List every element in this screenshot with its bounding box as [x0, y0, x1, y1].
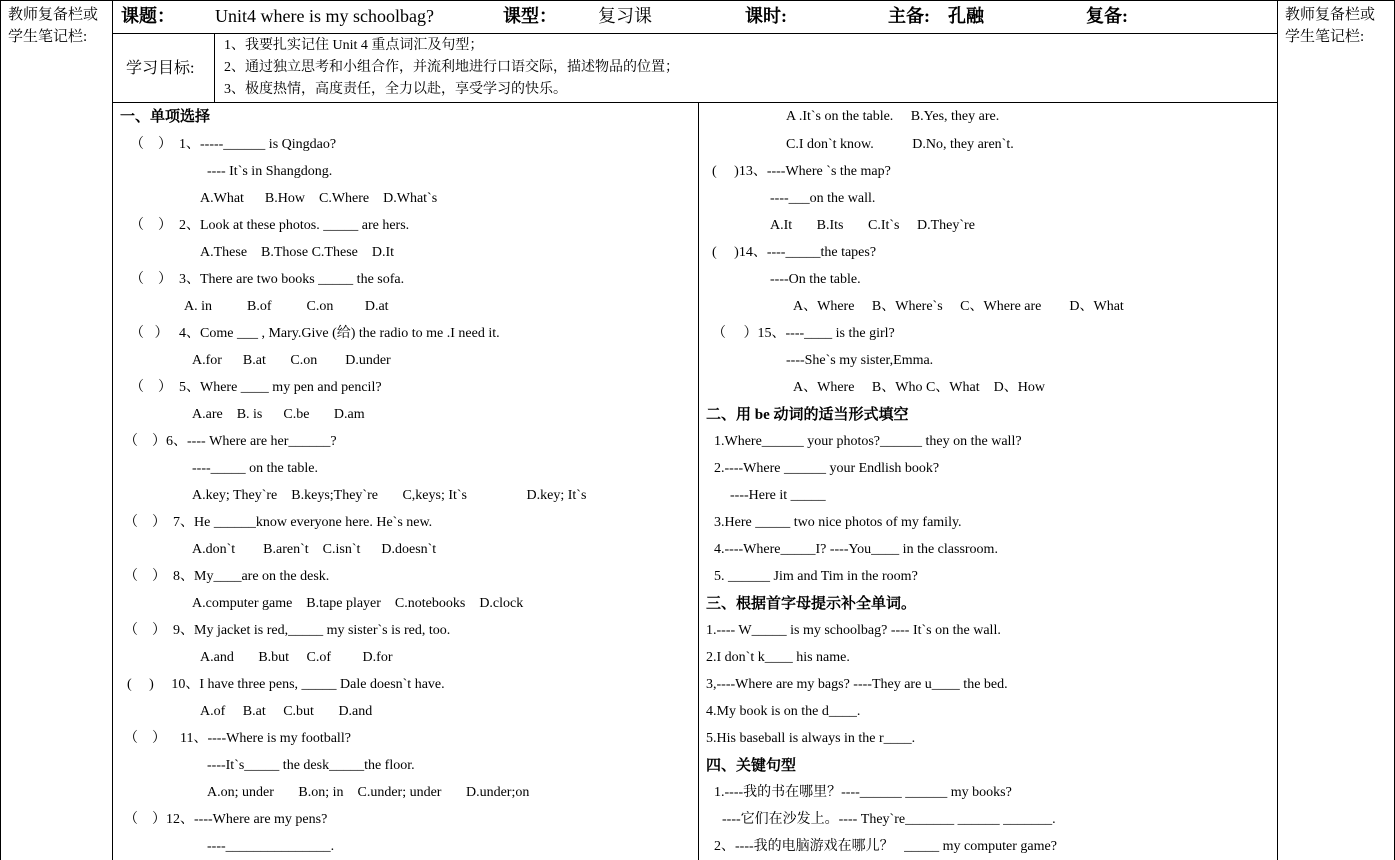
left-line: ----_____ on the table.: [192, 461, 318, 476]
right-line: 3,----Where are my bags? ----They are u____ the bed.: [706, 677, 1008, 692]
type-label: 课型：: [503, 6, 557, 26]
left-line: （ ） 11、----Where is my football?: [124, 731, 351, 746]
left-line: ( ) 10、I have three pens, _____ Dale doesn`t have.: [127, 677, 445, 692]
right-line: ----She`s my sister,Emma.: [786, 353, 934, 368]
right-line: 1.----我的书在哪里？----______ ______ my books?: [714, 785, 1012, 800]
left-line: （ ） 1、-----______ is Qingdao?: [130, 137, 337, 152]
right-side-note-line2: 学生笔记栏:: [1285, 29, 1365, 45]
goal-item-1: 1、我要扎实记住 Unit 4 重点词汇及句型；: [224, 38, 484, 53]
goals-label: 学习目标:: [126, 60, 195, 77]
right-line: ----On the table.: [770, 272, 861, 287]
page-left-border: [0, 0, 1, 860]
left-line: （ ） 2、Look at these photos. _____ are hers.: [130, 218, 410, 233]
left-line: ---- It`s in Shangdong.: [207, 164, 333, 179]
right-line: A .It`s on the table. B.Yes, they are.: [786, 109, 1000, 124]
right-margin-divider: [1277, 0, 1278, 860]
left-line: A.on; under B.on; in C.under; under D.under;on: [207, 785, 530, 800]
right-line: A.It B.Its C.It`s D.They`re: [770, 218, 975, 233]
right-line: 2.----Where ______ your Endlish book?: [714, 461, 940, 476]
left-line: A.don`t B.aren`t C.isn`t D.doesn`t: [192, 542, 437, 557]
right-line: A、Where B、Who C、What D、How: [793, 380, 1045, 395]
right-line: ----它们在沙发上。---- They`re_______ ______ _______.: [722, 812, 1056, 827]
left-line: A.computer game B.tape player C.notebooks D.clock: [192, 596, 524, 611]
topic-label: 课题：: [121, 6, 175, 26]
period-label: 课时:: [745, 6, 787, 26]
right-line: 1.Where______ your photos?______ they on the wall?: [714, 434, 1022, 449]
right-line: A、Where B、Where`s C、Where are D、What: [793, 299, 1124, 314]
section-4-heading: 四、关键句型: [706, 758, 797, 774]
goal-item-3: 3、极度热情，高度责任，全力以赴，享受学习的快乐。: [224, 82, 567, 97]
right-line: C.I don`t know. D.No, they aren`t.: [786, 137, 1014, 152]
type-value: 复习课: [598, 6, 652, 26]
left-line: A.are B. is C.be D.am: [192, 407, 365, 422]
left-line: （ ）6、---- Where are her______?: [124, 434, 337, 449]
left-line: A.These B.Those C.These D.It: [200, 245, 395, 260]
right-line: 4.----Where_____I? ----You____ in the classroom.: [714, 542, 998, 557]
right-line: ----___on the wall.: [770, 191, 876, 206]
right-line: ----Here it _____: [730, 488, 826, 503]
right-line: 3.Here _____ two nice photos of my family.: [714, 515, 962, 530]
right-line: ( )14、----_____the tapes?: [712, 245, 877, 260]
left-line: ----It`s_____ the desk_____the floor.: [207, 758, 415, 773]
left-side-note-line1: 教师复备栏或: [8, 7, 99, 23]
left-line: （ ） 9、My jacket is red,_____ my sister`s is red, too.: [124, 623, 451, 638]
left-line: ----_______________.: [207, 839, 335, 854]
review-label: 复备:: [1086, 6, 1128, 26]
left-line: （ ） 4、Come ___ , Mary.Give (给) the radio to me .I need it.: [130, 326, 500, 341]
goal-item-2: 2、通过独立思考和小组合作，并流利地进行口语交际，描述物品的位置；: [224, 60, 679, 75]
left-side-note: [8, 4, 98, 48]
section-3-heading: 三、根据首字母提示补全单词。: [706, 596, 917, 612]
right-side-note: [1285, 4, 1375, 48]
left-line: （ ）12、----Where are my pens?: [124, 812, 328, 827]
left-line: （ ） 3、There are two books _____ the sofa.: [130, 272, 405, 287]
goals-label-divider: [214, 33, 215, 102]
right-line: 2.I don`t k____ his name.: [706, 650, 850, 665]
left-line: （ ） 7、He ______know everyone here. He`s new.: [124, 515, 433, 530]
left-line: A.What B.How C.Where D.What`s: [200, 191, 438, 206]
right-line: 5.His baseball is always in the r____.: [706, 731, 916, 746]
left-line: A. in B.of C.on D.at: [184, 299, 389, 314]
goals-row-divider: [112, 102, 1277, 103]
column-divider: [698, 102, 699, 860]
section-1-heading: 一、单项选择: [120, 109, 211, 125]
section-2-heading: 二、用 be 动词的适当形式填空: [706, 407, 909, 423]
right-line: 4.My book is on the d____.: [706, 704, 861, 719]
right-side-note-line1: 教师复备栏或: [1285, 7, 1376, 23]
left-line: A.and B.but C.of D.for: [200, 650, 393, 665]
right-line: （ ）15、----____ is the girl?: [712, 326, 895, 341]
right-line: 1.---- W_____ is my schoolbag? ---- It`s on the wall.: [706, 623, 1001, 638]
left-line: （ ） 8、My____are on the desk.: [124, 569, 330, 584]
leader-value: 孔融: [948, 6, 984, 26]
left-line: （ ） 5、Where ____ my pen and pencil?: [130, 380, 382, 395]
left-margin-divider: [112, 0, 113, 860]
right-line: 2、----我的电脑游戏在哪儿？ _____ my computer game?: [714, 839, 1057, 854]
header-row-divider: [112, 33, 1277, 34]
table-top-border: [0, 0, 1395, 1]
left-side-note-line2: 学生笔记栏:: [8, 29, 88, 45]
topic-value: Unit4 where is my schoolbag?: [215, 6, 434, 26]
left-line: A.of B.at C.but D.and: [200, 704, 373, 719]
left-line: A.key; They`re B.keys;They`re C,keys; It`s D.key; It`s: [192, 488, 587, 503]
right-line: 5. ______ Jim and Tim in the room?: [714, 569, 918, 584]
leader-label: 主备:: [888, 6, 930, 26]
right-line: ( )13、----Where `s the map?: [712, 164, 891, 179]
left-line: A.for B.at C.on D.under: [192, 353, 391, 368]
